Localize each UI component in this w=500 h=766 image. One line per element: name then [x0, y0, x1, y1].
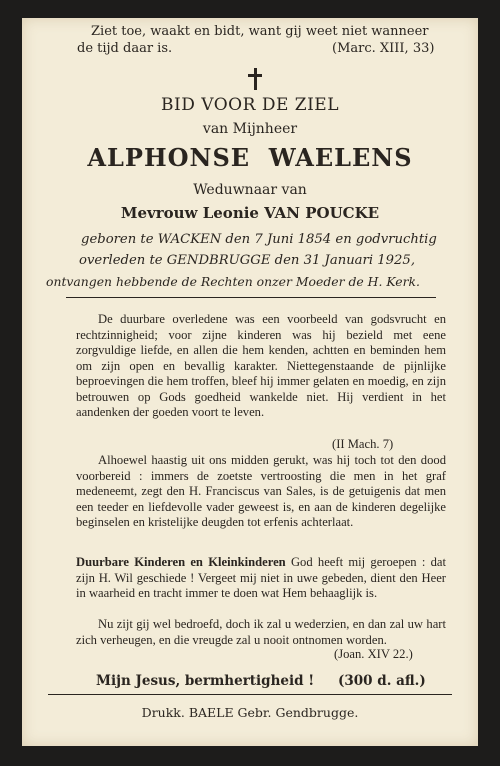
indulgence: (300 d. afl.) [338, 673, 426, 689]
paragraph-1: De duurbare overledene was een voorbeeld van godsvrucht en rechtzinnigheid; voor zijne kinderen was hij bezield met eene zorgvuldige liefde, en allen die hem kenden, achtten en beminden hem om zijn open en bevallig karakter. Niettegenstaande de pijnlijke beproevingen die hem troffen, bleef hij immer gelaten en moedig, en zijn betrouwen op Gods goedheid wankelde niet. Hij verdient in het aandenken der goeden voort te leven. [76, 312, 446, 420]
divider-bottom [48, 694, 452, 695]
epigraph-reference: (Marc. XIII, 33) [332, 41, 435, 56]
latin-cross-icon [248, 68, 262, 90]
prayer: Mijn Jesus, bermhertigheid ! [96, 673, 315, 689]
printer-credit: Drukk. BAELE Gebr. Gendbrugge. [141, 705, 359, 720]
deceased-name: ALPHONSE WAELENS [87, 143, 413, 172]
epigraph-line-2: de tijd daar is. [77, 41, 173, 56]
birth-death-line-2: overleden te GENDBRUGGE den 31 Januari 1925, [79, 253, 416, 268]
birth-death-line-1: geboren te WACKEN den 7 Juni 1854 en godvruchtig [81, 232, 437, 247]
divider-top [66, 297, 436, 298]
paragraph-3 [76, 555, 446, 602]
subheading: van Mijnheer [202, 121, 298, 137]
birth-death-line-3: ontvangen hebbende de Rechten onzer Moeder de H. Kerk. [46, 274, 420, 289]
paragraph-2: Alhoewel haastig uit ons midden gerukt, was hij toch tot den dood voorbereid : immers de zoetste vertroosting die men in het graf medeneemt, zegt den H. Franciscus van Sales, is de getuigenis dat men een teeder en liefdevolle vader geweest is, en aan de kinderen degelijke beginselen en kristelijke deugden tot erfenis achterlaat. [76, 453, 446, 530]
paragraph-1-reference: (II Mach. 7) [332, 437, 394, 451]
paragraph-3-text: God heeft mij geroepen : dat zijn H. Wil geschiede ! Vergeet mij niet in uwe gebeden, dient den Heer in waarheid en tracht immer te doen wat Hem behaaglijk is. [76, 555, 447, 601]
widower-label: Weduwnaar van [193, 182, 307, 198]
epigraph-line-1: Ziet toe, waakt en bidt, want gij weet niet wanneer [91, 24, 429, 39]
paragraph-4: Nu zijt gij wel bedroefd, doch ik zal u wederzien, en dan zal uw hart zich verheugen, en die vreugde zal u nooit ontnomen worden. [76, 617, 446, 647]
memorial-card [22, 18, 478, 746]
spouse-name: Mevrouw Leonie VAN POUCKE [120, 204, 380, 222]
paragraph-3-emphasis: Duurbare Kinderen en Kleinkinderen [76, 555, 286, 569]
paragraph-4-reference: (Joan. XIV 22.) [334, 647, 413, 661]
heading: BID VOOR DE ZIEL [161, 95, 339, 115]
